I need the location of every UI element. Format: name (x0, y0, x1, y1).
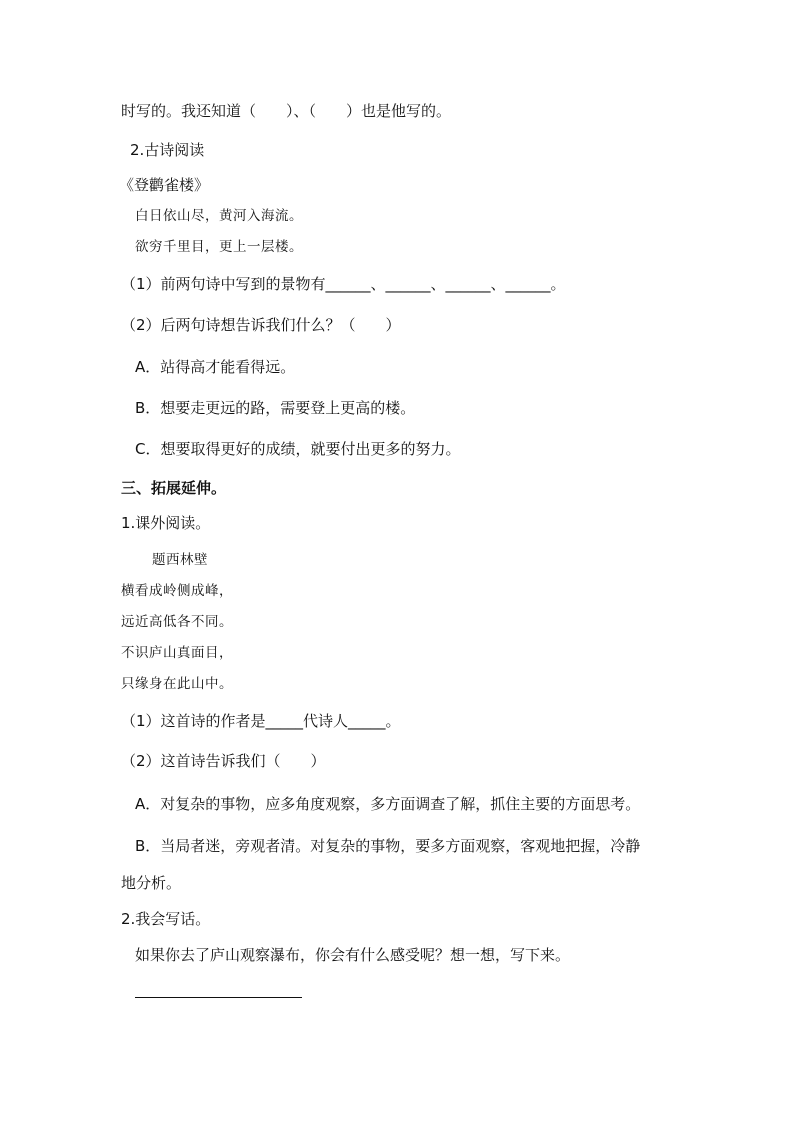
poem-title: 《登鹳雀楼》 (119, 176, 210, 194)
section-heading-poem-reading: 2.古诗阅读 (130, 141, 205, 159)
poem-title: 题西林壁 (152, 552, 208, 568)
question-1: （1）这首诗的作者是_____代诗人_____。 (121, 712, 401, 730)
poem-line: 欲穷千里目，更上一层楼。 (135, 239, 303, 255)
option-a: A．站得高才能看得远。 (135, 358, 296, 376)
item-writing: 2.我会写话。 (121, 910, 211, 928)
writing-prompt: 如果你去了庐山观察瀑布，你会有什么感受呢？想一想，写下来。 (135, 946, 571, 964)
poem-line: 不识庐山真面目， (121, 645, 233, 661)
continued-text-line: 时写的。我还知道（ ）、（ ）也是他写的。 (121, 102, 452, 120)
option-b-continued: 地分析。 (121, 874, 182, 892)
option-b: B．想要走更远的路，需要登上更高的楼。 (135, 399, 416, 417)
poem-line: 远近高低各不同。 (121, 614, 233, 630)
question-2: （2）这首诗告诉我们（ ） (121, 752, 326, 770)
option-b: B．当局者迷，旁观者清。对复杂的事物，要多方面观察，客观地把握，冷静 (135, 837, 641, 855)
option-a: A．对复杂的事物，应多角度观察，多方面调查了解，抓住主要的方面思考。 (135, 795, 641, 813)
option-c: C．想要取得更好的成绩，就要付出更多的努力。 (135, 440, 461, 458)
poem-line: 横看成岭侧成峰， (121, 583, 233, 599)
poem-line: 只缘身在此山中。 (121, 676, 233, 692)
poem-line: 白日依山尽，黄河入海流。 (135, 208, 303, 224)
section-heading-extension: 三、拓展延伸。 (121, 479, 227, 497)
question-2: （2）后两句诗想告诉我们什么？（ ） (121, 316, 401, 334)
question-1: （1）前两句诗中写到的景物有______、______、______、______。 (121, 275, 566, 293)
item-extra-reading: 1.课外阅读。 (121, 514, 211, 532)
answer-line[interactable] (135, 997, 302, 998)
